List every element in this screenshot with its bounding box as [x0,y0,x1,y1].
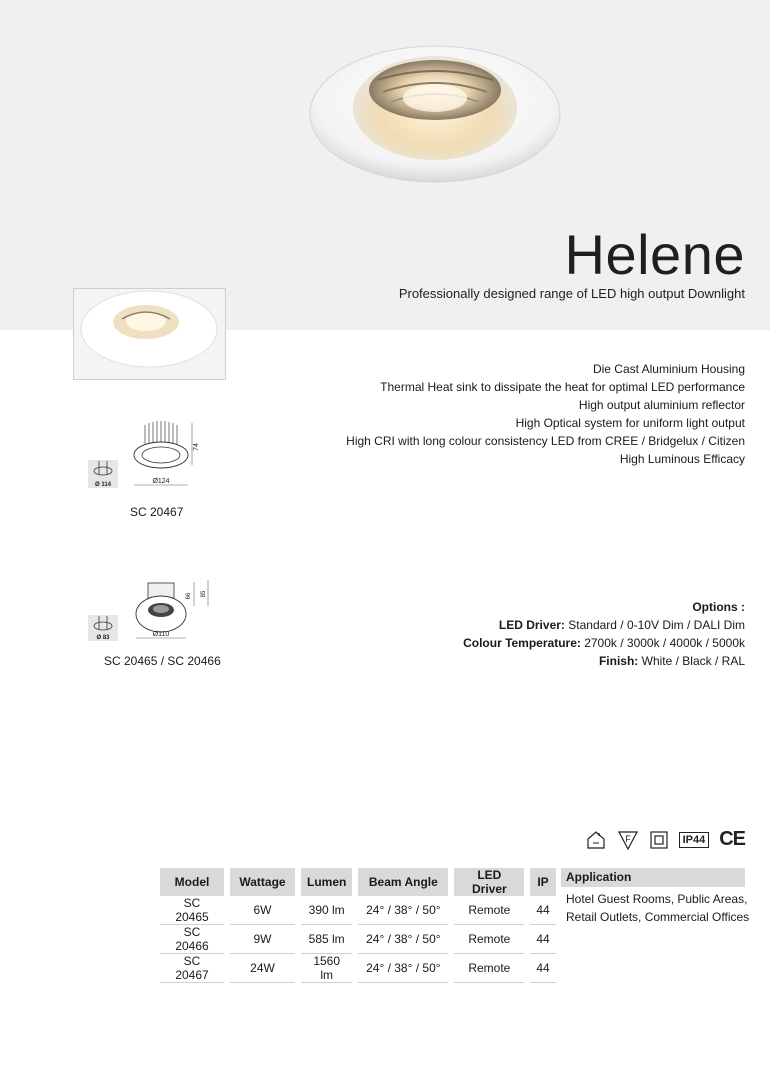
table-cell: 390 lm [301,896,352,925]
table-cell: Remote [454,896,524,925]
feature-list [346,360,745,468]
table-cell: SC 20466 [160,925,224,954]
product-thumbnail [73,288,226,380]
application-header: Application [561,868,745,887]
technical-drawing-sc20465 [88,578,218,648]
height-dimension-b: 85 [201,590,207,598]
ce-mark: CE [719,828,745,850]
table-cell: Remote [454,925,524,954]
column-header: Model [160,868,224,896]
height-dimension: 74 [193,443,200,451]
column-header: IP [530,868,555,896]
column-header: LED Driver [454,868,524,896]
table-row [160,896,556,925]
table-cell: 44 [530,954,555,983]
product-title: Helene [564,223,745,286]
drawing-label: SC 20467 [130,505,184,519]
finish-value: White / Black / RAL [638,654,745,668]
table-cell: 44 [530,925,555,954]
table-cell: SC 20465 [160,896,224,925]
feature-item: High CRI with long colour consistency LED from CREE / Bridgelux / Citizen [346,434,745,448]
product-tagline: Professionally designed range of LED high output Downlight [398,286,745,301]
indoor-house-icon [585,830,607,850]
driver-label: LED Driver: [498,618,565,632]
certification-icons [585,828,745,851]
feature-item: Die Cast Aluminium Housing [592,362,745,376]
feature-item: High Optical system for uniform light output [515,416,745,430]
table-cell: 585 lm [301,925,352,954]
ip44-badge: IP44 [679,832,710,848]
class-2-icon [649,830,669,850]
driver-value: Standard / 0-10V Dim / DALI Dim [564,618,745,632]
column-header: Wattage [230,868,295,896]
column-header: Beam Angle [358,868,448,896]
table-cell: SC 20467 [160,954,224,983]
downlight-photo [305,40,565,190]
table-row [160,925,556,954]
cutout-label: Ø 83 [96,635,110,641]
technical-drawing-sc20467 [88,415,218,495]
spec-table [154,868,562,983]
feature-item: High Luminous Efficacy [619,452,745,466]
table-cell: Remote [454,954,524,983]
column-header: Lumen [301,868,352,896]
feature-item: Thermal Heat sink to dissipate the heat for optimal LED performance [380,380,745,394]
f-mark-icon [617,830,639,850]
width-dimension: Ø110 [152,631,170,638]
table-cell: 9W [230,925,295,954]
options-block [463,598,745,670]
options-heading: Options : [692,600,745,614]
feature-item: High output aluminium reflector [578,398,745,412]
finish-label: Finish: [598,654,639,668]
table-cell: 24° / 38° / 50° [358,896,448,925]
height-dimension-a: 66 [186,592,192,600]
table-cell: 24° / 38° / 50° [358,954,448,983]
application-text: Hotel Guest Rooms, Public Areas, Retail Outlets, Commercial Offices [566,892,750,924]
table-row [160,954,556,983]
table-cell: 6W [230,896,295,925]
temp-value: 2700k / 3000k / 4000k / 5000k [580,636,745,650]
table-cell: 44 [530,896,555,925]
table-cell: 1560 lm [301,954,352,983]
table-cell: 24° / 38° / 50° [358,925,448,954]
svg-text:F: F [624,833,631,844]
table-cell: 24W [230,954,295,983]
temp-label: Colour Temperature: [463,636,581,650]
cutout-label: Ø 114 [94,482,112,488]
drawing-label: SC 20465 / SC 20466 [104,654,221,668]
width-dimension: Ø124 [152,478,170,485]
